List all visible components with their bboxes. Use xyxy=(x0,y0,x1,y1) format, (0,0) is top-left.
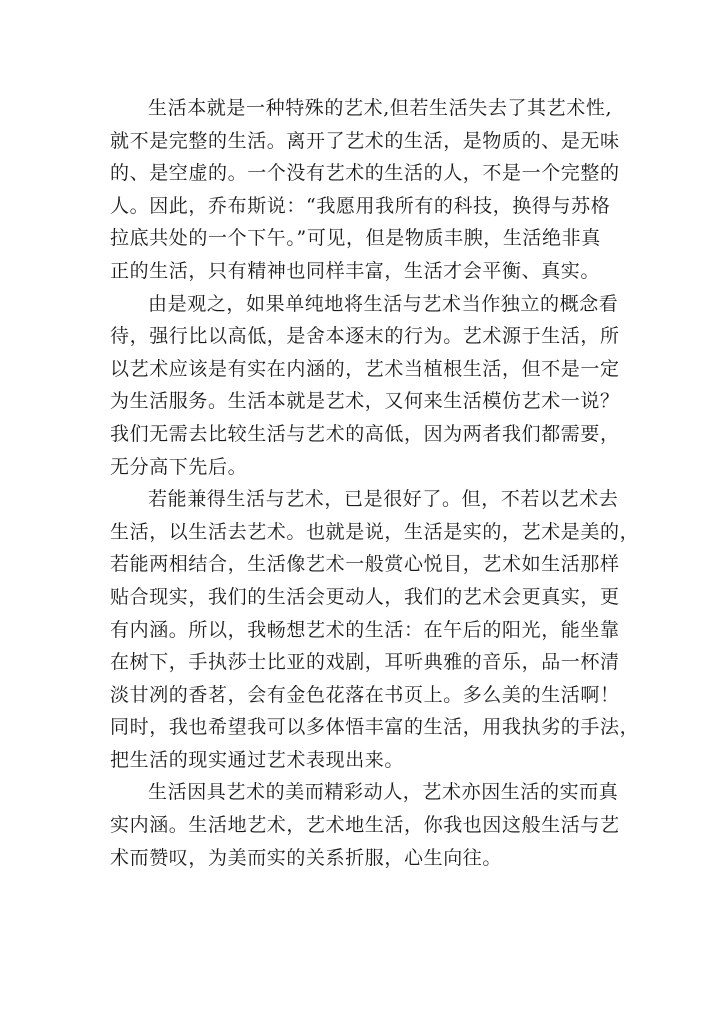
text-line: 拉底共处的一个下午。”可见，但是物质丰腴，生活绝非真 xyxy=(110,227,601,250)
text-line: 若能两相结合，生活像艺术一般赏心悦目，艺术如生活那样 xyxy=(110,553,620,576)
text-line: 贴合现实，我们的生活会更动人，我们的艺术会更真实，更 xyxy=(110,585,620,608)
text-line: 生活因具艺术的美而精彩动人，艺术亦因生活的实而真 xyxy=(148,781,619,804)
essay-body xyxy=(110,92,640,874)
text-line: 生活本就是一种特殊的艺术,但若生活失去了其艺术性, xyxy=(148,97,613,119)
text-line: 把生活的现实通过艺术表现出来。 xyxy=(110,748,405,771)
text-line: 实内涵。生活地艺术，艺术地生活，你我也因这般生活与艺 xyxy=(110,814,620,837)
text-line: 以艺术应该是有实在内涵的，艺术当植根生活，但不是一定 xyxy=(110,357,620,380)
text-line: 人。因此，乔布斯说：“我愿用我所有的科技，换得与苏格 xyxy=(110,194,611,217)
text-line: 为生活服务。生活本就是艺术，又何来生活模仿艺术一说？ xyxy=(110,390,620,413)
text-line: 就不是完整的生活。离开了艺术的生活，是物质的、是无味 xyxy=(110,129,620,152)
text-line: 在树下，手执莎士比亚的戏剧，耳听典雅的音乐，品一杯清 xyxy=(110,651,620,674)
text-line: 待，强行比以高低，是舍本逐末的行为。艺术源于生活，所 xyxy=(110,325,620,348)
text-line: 术而赞叹，为美而实的关系折服，心生向往。 xyxy=(110,846,503,869)
text-line: 有内涵。所以，我畅想艺术的生活：在午后的阳光，能坐靠 xyxy=(110,618,620,641)
text-line: 淡甘冽的香茗，会有金色花落在书页上。多么美的生活啊！ xyxy=(110,683,620,706)
text-line: 同时，我也希望我可以多体悟丰富的生活，用我执劣的手法， xyxy=(110,716,640,739)
text-line: 生活，以生活去艺术。也就是说，生活是实的，艺术是美的， xyxy=(110,520,640,543)
text-line: 无分高下先后。 xyxy=(110,455,248,478)
text-line: 我们无需去比较生活与艺术的高低，因为两者我们都需要， xyxy=(110,422,620,445)
text-line: 若能兼得生活与艺术，已是很好了。但，不若以艺术去 xyxy=(148,488,619,511)
text-line: 正的生活，只有精神也同样丰富，生活才会平衡、真实。 xyxy=(110,259,601,282)
text-line: 由是观之，如果单纯地将生活与艺术当作独立的概念看 xyxy=(148,292,619,315)
text-line: 的、是空虚的。一个没有艺术的生活的人，不是一个完整的 xyxy=(110,162,620,185)
